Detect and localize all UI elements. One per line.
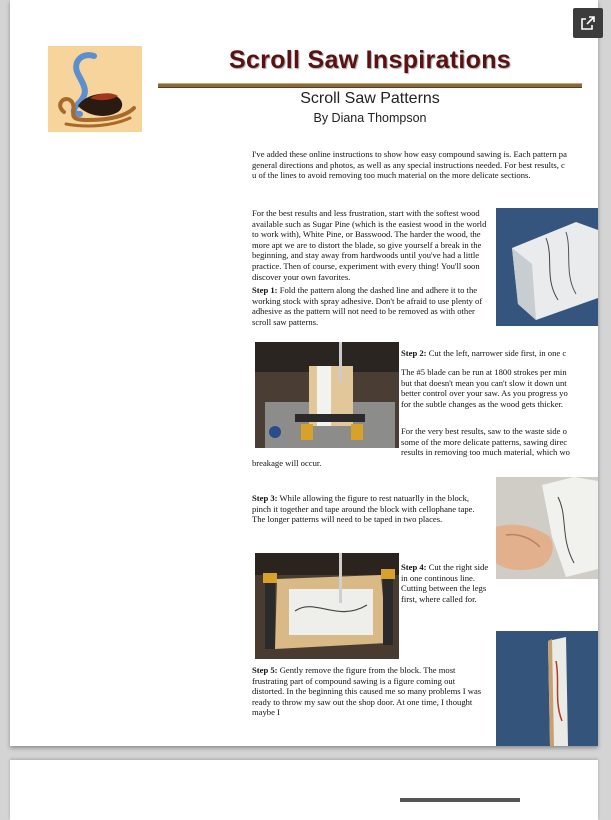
blade-line-4: for the subtle changes as the wood gets thicker. xyxy=(401,398,564,409)
step-5-text: Gently remove the figure from the block. The most frustrating part of compound sawing is a figure coming out distorted. In the beginning this caused me so many problems I was ready to throw my saw out the shop door. At one time, I thought maybe I xyxy=(252,665,482,718)
intro-line-2: general directions and photos, as well as any special instructions needed. For best results, c xyxy=(252,159,565,170)
best-results-line-3: results in removing too much material, which wo xyxy=(401,447,570,458)
step-3 xyxy=(252,493,488,525)
blade-line-2: but that doesn't mean you can't slow it down unt xyxy=(401,377,567,388)
next-page xyxy=(10,760,598,820)
swan-logo xyxy=(48,46,142,132)
step-1-label: Step 1: xyxy=(252,285,278,295)
best-results-line-2: some of the more delicate patterns, sawing direc xyxy=(401,436,568,447)
step-3-label: Step 3: xyxy=(252,493,278,503)
site-title: Scroll Saw Inspirations xyxy=(229,46,511,74)
photo-saw-cutting xyxy=(255,342,399,448)
page-subtitle: Scroll Saw Patterns xyxy=(300,90,440,107)
author-byline: By Diana Thompson xyxy=(313,111,427,125)
intro-line-3: u of the lines to avoid removing too much material on the more delicate sections. xyxy=(252,170,531,181)
photo-finished-figure xyxy=(496,631,598,746)
photo-taped-block xyxy=(496,208,598,326)
step-5 xyxy=(252,665,488,718)
intro-paragraph: For the best results and less frustration, start with the softest wood available such as Sugar Pine (which is the easiest wood in the world to work with), White Pine, or Basswood. The harder the wood, the more apt we are to distort the blade, so give yourself a break in the beginning, and stay away from hardwoods until you've had a little practice. Then of course, experiment with every thing! You'll soon discover your own favorites. xyxy=(252,208,487,282)
document-page xyxy=(10,0,598,746)
step-2-text: Cut the left, narrower side first, in one c xyxy=(426,348,567,358)
step-1 xyxy=(252,285,488,327)
photo-clamped-block xyxy=(255,553,399,659)
step-4-label: Step 4: xyxy=(401,562,427,572)
step-5-label: Step 5: xyxy=(252,665,278,675)
photo-hand-holding-block xyxy=(496,477,598,579)
step-4-text: Cut the right side in one continous line. Cutting between the legs first, where called for. xyxy=(401,562,489,604)
best-results-line-1: For the very best results, saw to the waste side o xyxy=(401,426,567,436)
step-3-text: While allowing the figure to rest natuarlly in the block, pinch it together and tape around the block with cellophane tape. The longer patterns will need to be taped in two places. xyxy=(252,493,475,525)
next-page-image-edge xyxy=(400,798,520,802)
blade-line-1: The #5 blade can be run at 1800 strokes per min xyxy=(401,367,567,377)
best-results-tail: breakage will occur. xyxy=(252,457,322,468)
intro-line-1: I've added these online instructions to show how easy compound sawing is. Each pattern pa xyxy=(252,149,567,159)
title-divider xyxy=(158,83,582,88)
open-in-new-icon[interactable] xyxy=(573,8,603,38)
blade-line-3: better control over your saw. As you progress yo xyxy=(401,388,568,399)
step-4 xyxy=(401,562,493,604)
step-1-text: Fold the pattern along the dashed line and adhere it to the working stock with spray adhesive. Don't be afraid to use plenty of adhesive as the pattern will not need to be removed as with other scroll saw patterns. xyxy=(252,285,483,327)
step-2-label: Step 2: xyxy=(401,348,427,358)
step-2 xyxy=(401,348,598,359)
